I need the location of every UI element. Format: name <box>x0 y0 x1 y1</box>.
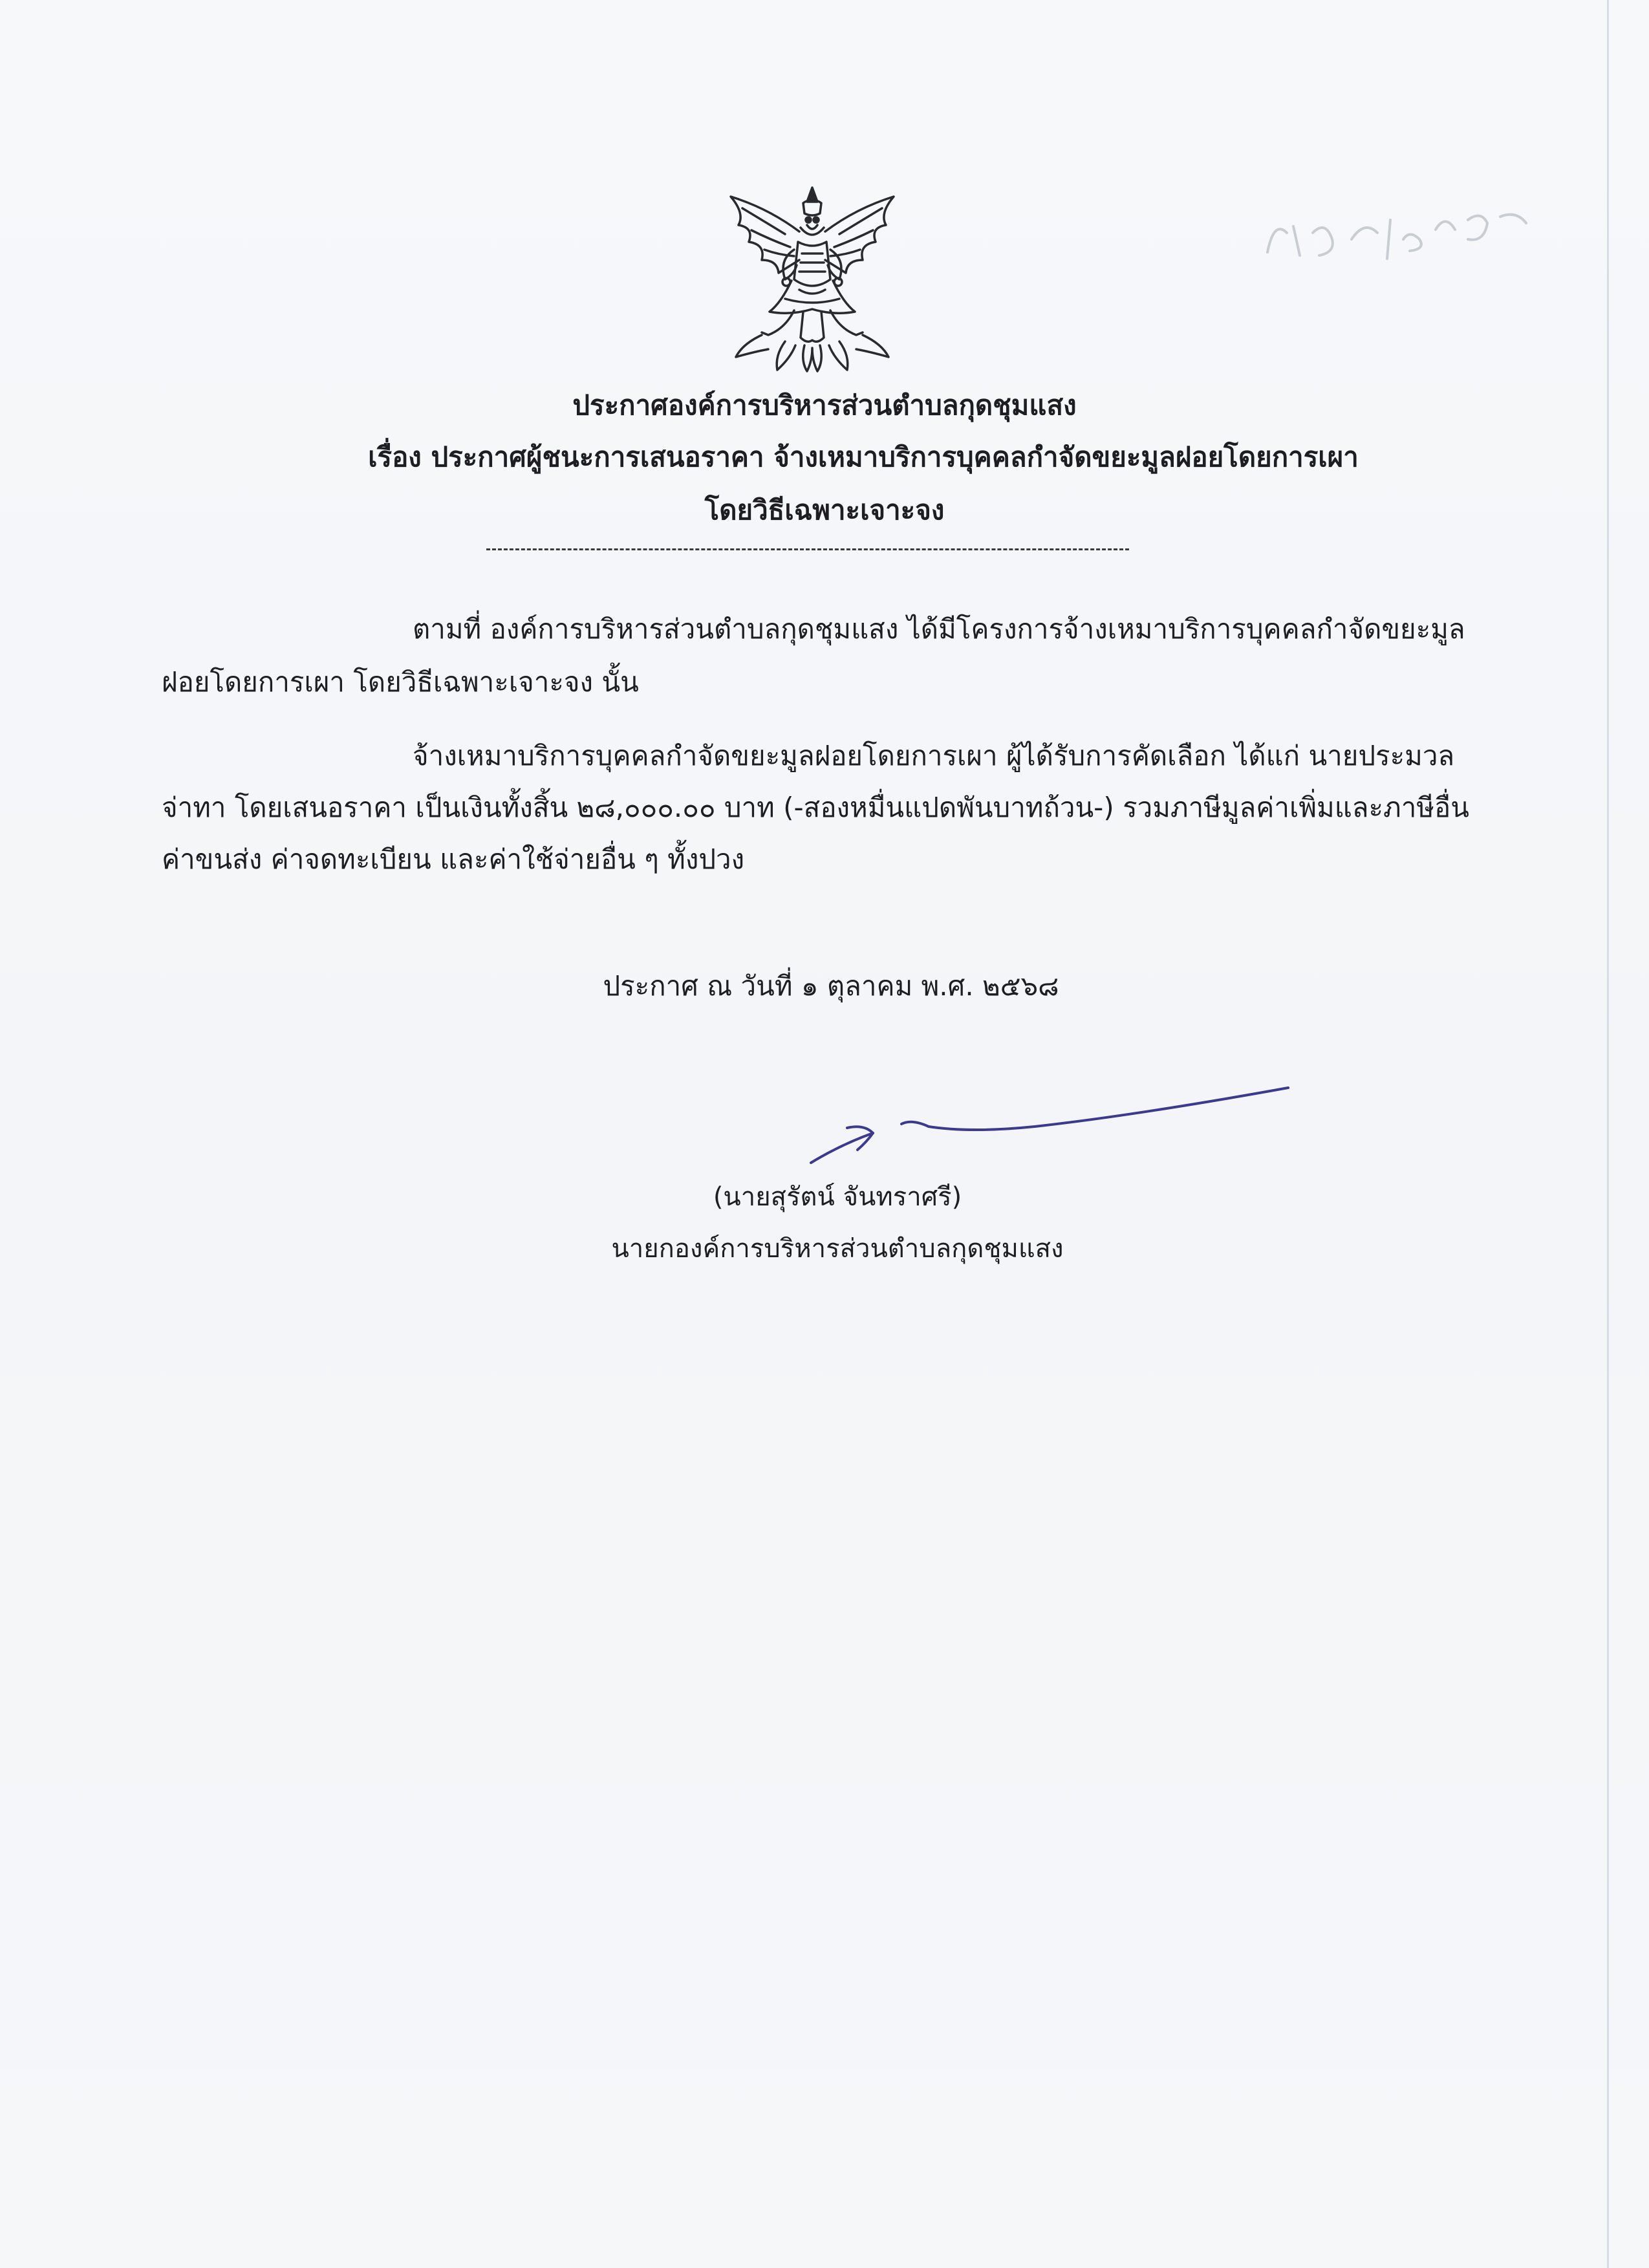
paragraph-1-line-2: ฝอยโดยการเผา โดยวิธีเฉพาะเจาะจง นั้น <box>162 666 639 698</box>
handwritten-signature <box>802 1074 1293 1171</box>
paragraph-1-line-1: ตามที่ องค์การบริหารส่วนตำบลกุดชุมแสง ได้มีโครงการจ้างเหมาบริการบุคคลกำจัดขยะมูล <box>413 613 1465 645</box>
pencil-annotation <box>1255 194 1565 265</box>
garuda-emblem-icon <box>723 182 901 376</box>
separator-line <box>486 548 1129 550</box>
paragraph-2-line-3: ค่าขนส่ง ค่าจดทะเบียน และค่าใช้จ่ายอื่น ๆ ทั้งปวง <box>162 843 745 875</box>
signatory-name: (นายสุรัตน์ จันทราศรี) <box>713 1182 962 1212</box>
announcement-date: ประกาศ ณ วันที่ ๑ ตุลาคม พ.ศ. ๒๕๖๘ <box>603 970 1059 1002</box>
page-edge <box>1607 0 1609 2268</box>
signatory-position: นายกองค์การบริหารส่วนตำบลกุดชุมแสง <box>611 1234 1064 1264</box>
announcement-method: โดยวิธีเฉพาะเจาะจง <box>704 494 945 526</box>
announcement-title: ประกาศองค์การบริหารส่วนตำบลกุดชุมแสง <box>572 389 1077 421</box>
announcement-subject: เรื่อง ประกาศผู้ชนะการเสนอราคา จ้างเหมาบริการบุคคลกำจัดขยะมูลฝอยโดยการเผา <box>368 441 1359 473</box>
paragraph-2-line-2: จ่าทา โดยเสนอราคา เป็นเงินทั้งสิ้น ๒๘,๐๐๐.๐๐ บาท (-สองหมื่นแปดพันบาทถ้วน-) รวมภาษีมูลค่าเพิ่มและภาษีอื่น <box>162 792 1469 823</box>
paragraph-2-line-1: จ้างเหมาบริการบุคคลกำจัดขยะมูลฝอยโดยการเผา ผู้ได้รับการคัดเลือก ได้แก่ นายประมวล <box>413 740 1455 772</box>
